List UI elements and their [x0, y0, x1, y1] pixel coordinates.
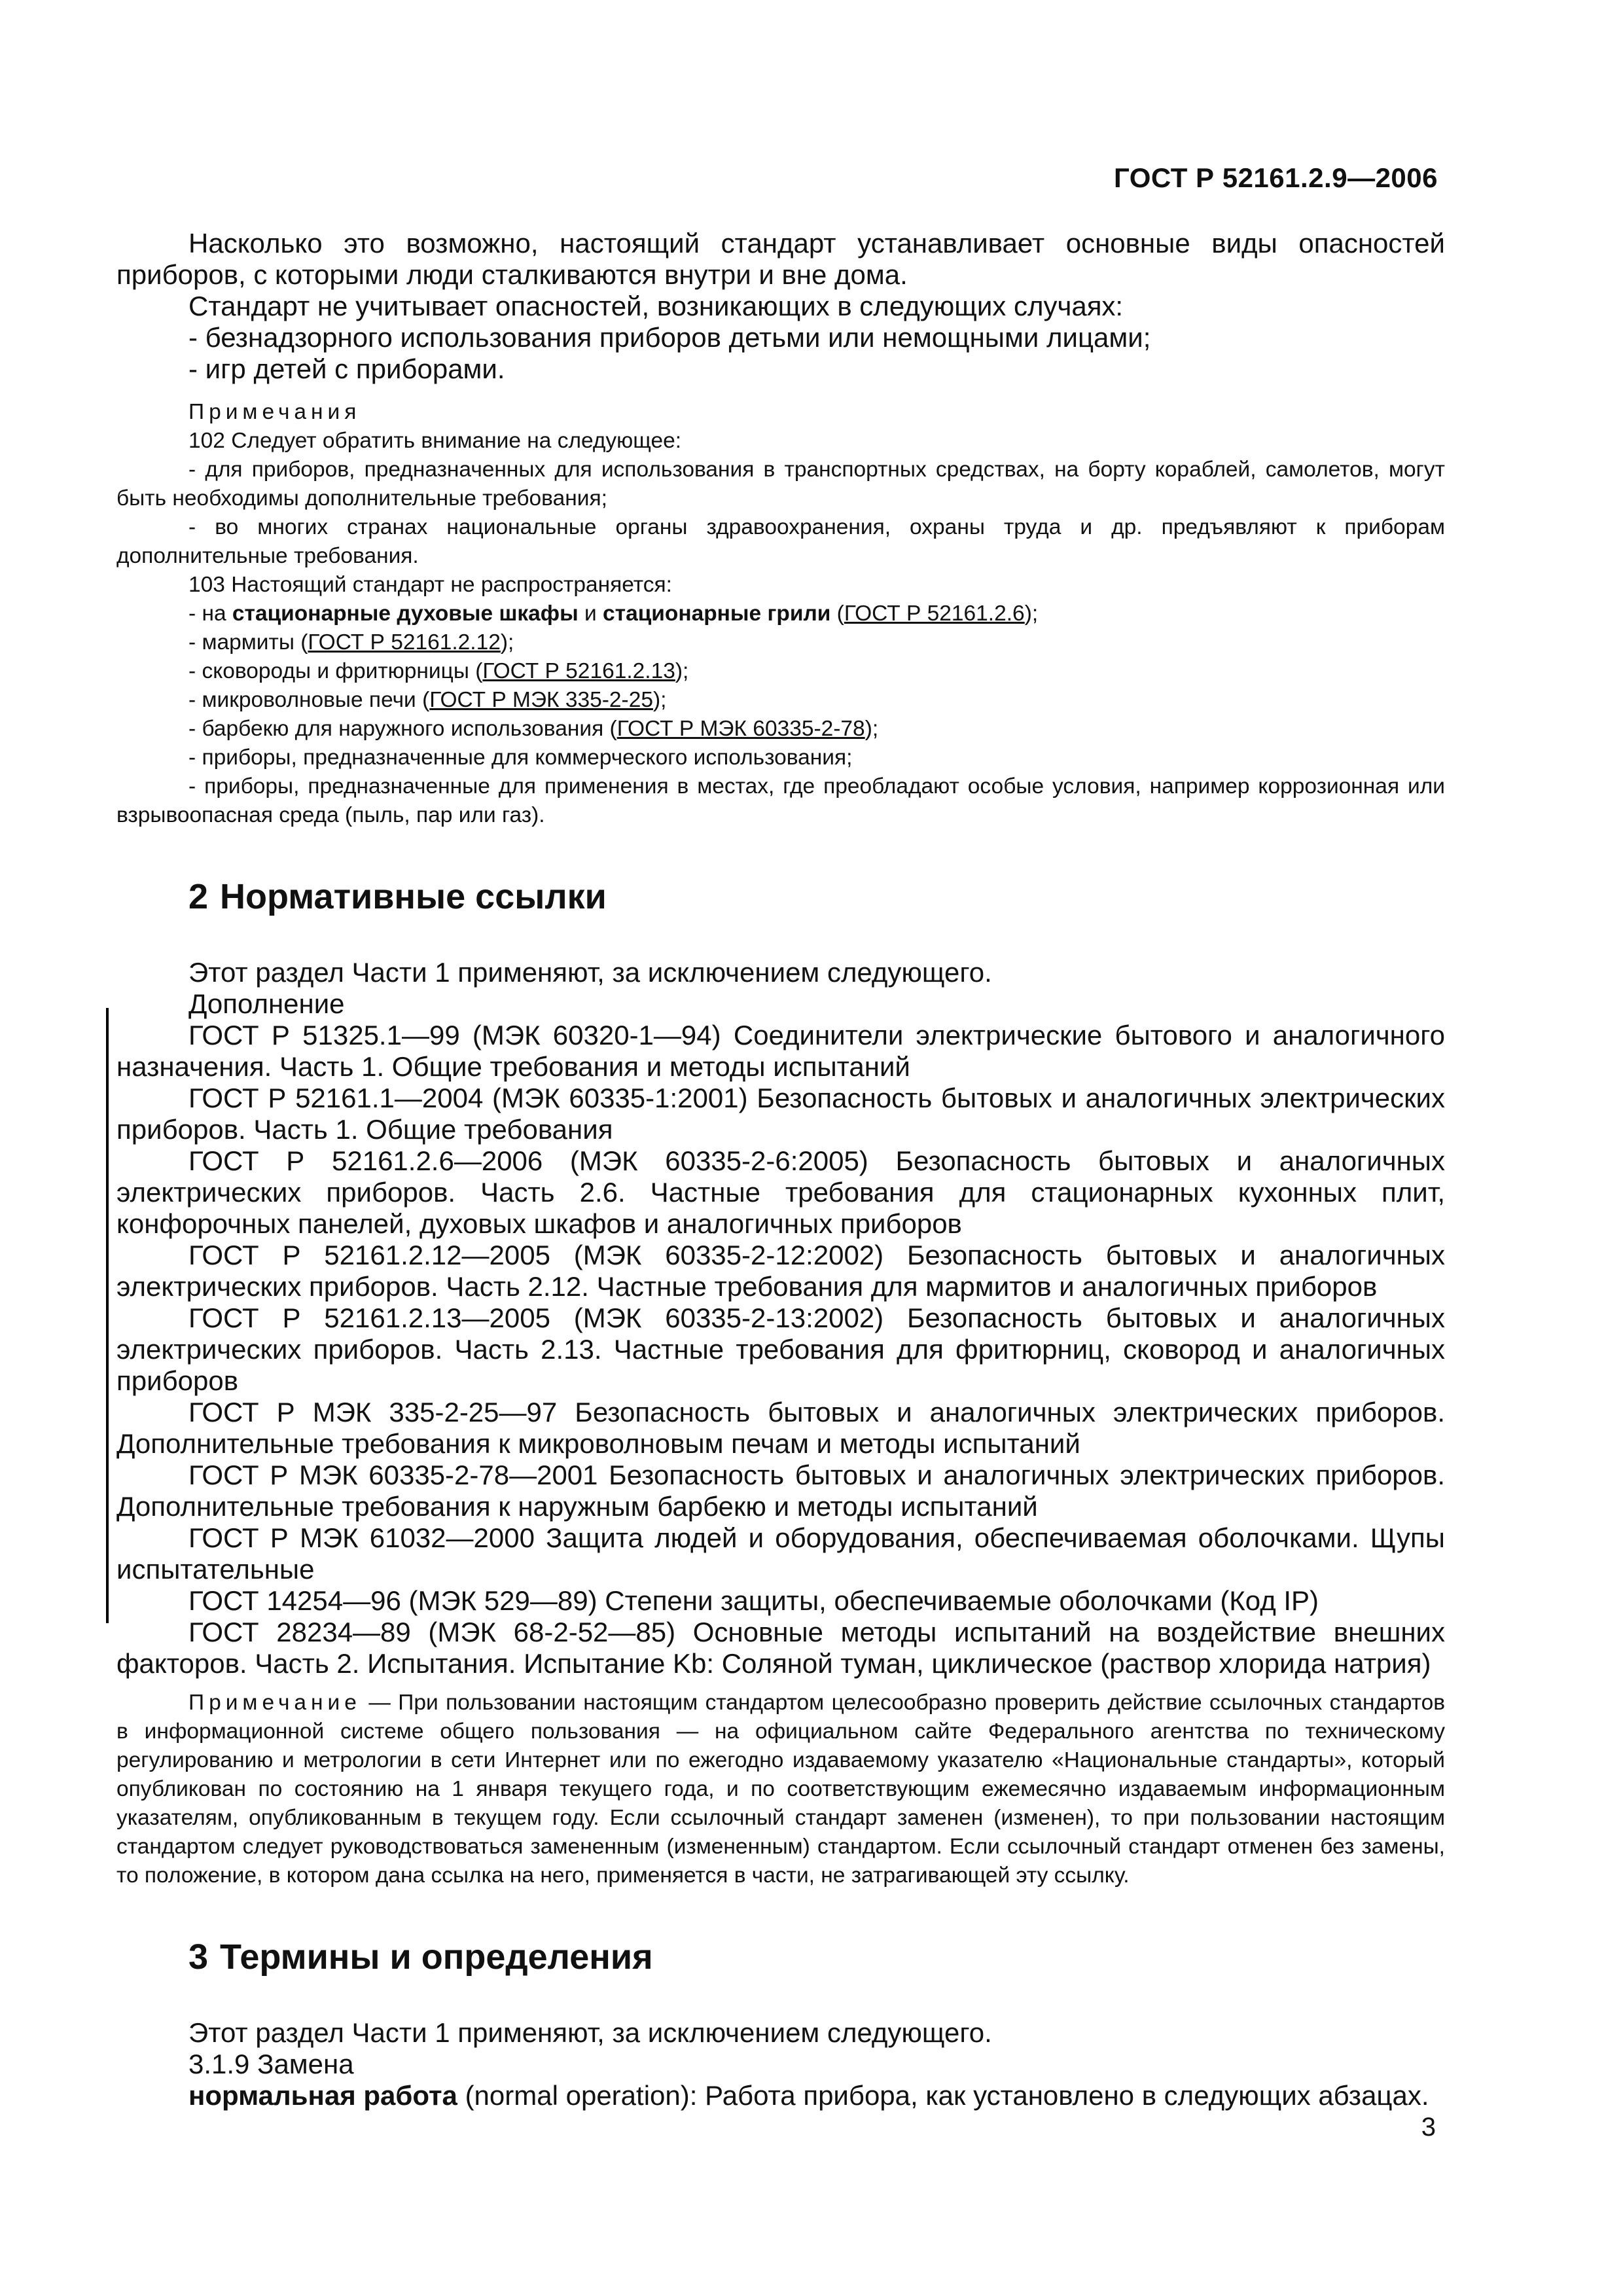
clause-number: 3.1.9 Замена	[188, 2049, 354, 2079]
section-title: Термины и определения	[220, 1937, 653, 1977]
term-definition: нормальная работа (normal operation): Работа прибора, как установлено в следующих абзацах.	[188, 2080, 1429, 2111]
section-number: 3	[188, 1937, 209, 1977]
scope-item: - безнадзорного использования приборов детьми или немощными лицами;	[188, 322, 1151, 353]
section-3-intro: Этот раздел Части 1 применяют, за исключением следующего.	[188, 2017, 992, 2048]
note-103-item: - микроволновые печи (ГОСТ Р МЭК 335-2-25);	[188, 688, 667, 712]
note-103-item: - приборы, предназначенные для применения в местах, где преобладают особые условия, например коррозионная или взрывоопасная среда (пыль, пар или газ).	[116, 774, 1445, 827]
reference-entry: ГОСТ Р МЭК 335-2-25—97 Безопасность бытовых и аналогичных электрических приборов. Дополнительные требования к микроволновым печам и методы испытаний	[116, 1397, 1445, 1459]
reference-entry: ГОСТ Р 52161.2.13—2005 (МЭК 60335-2-13:2002) Безопасность бытовых и аналогичных электрических приборов. Часть 2.13. Частные требования для фритюрниц, сковород и аналогичных приборов	[116, 1302, 1445, 1396]
standard-link[interactable]: ГОСТ Р 52161.2.6	[844, 601, 1025, 626]
reference-entry: ГОСТ Р МЭК 60335-2-78—2001 Безопасность бытовых и аналогичных электрических приборов. Дополнительные требования к наружным барбекю и методы испытаний	[116, 1460, 1445, 1522]
page-number: 3	[1421, 2113, 1436, 2142]
reference-entry: ГОСТ 14254—96 (МЭК 529—89) Степени защиты, обеспечиваемые оболочками (Код IP)	[188, 1585, 1319, 1616]
note-103-item: - сковороды и фритюрницы (ГОСТ Р 52161.2.13);	[188, 659, 689, 683]
section-3-heading	[188, 1936, 1445, 1978]
note-103-intro: 103 Настоящий стандарт не распространяется:	[188, 573, 672, 597]
note-102-intro: 102 Следует обратить внимание на следующее:	[188, 429, 682, 453]
note-103-item: - барбекю для наружного использования (ГОСТ Р МЭК 60335-2-78);	[188, 717, 879, 741]
standard-link[interactable]: ГОСТ Р 52161.2.12	[308, 630, 501, 655]
document-header-id: ГОСТ Р 52161.2.9—2006	[1114, 162, 1438, 193]
note-103-item: - мармиты (ГОСТ Р 52161.2.12);	[188, 630, 514, 655]
section-2-note: Примечание — При пользовании настоящим стандартом целесообразно проверить действие ссылочных стандартов в информационной системе общего пользования — на официальном сайте Федерального агентства по техническому регулированию и метрологии в сети Интернет или по ежегодно издаваемому указателю «Национальные стандарты», который опубликован по состоянию на 1 января текущего года, и по соответствующим ежемесячно издаваемым информационным указателям, опубликованным в текущем году. Если ссылочный стандарт заменен (изменен), то при пользовании настоящим стандартом следует руководствоваться замененным (измененным) стандартом. Если ссылочный стандарт отменен без замены, то положение, в котором дана ссылка на него, применяется в части, не затрагивающей эту ссылку.	[116, 1691, 1445, 1888]
standard-link[interactable]: ГОСТ Р МЭК 335-2-25	[429, 688, 653, 712]
defined-term: нормальная работа	[188, 2080, 457, 2111]
reference-entry: ГОСТ Р 51325.1—99 (МЭК 60320-1—94) Соединители электрические бытового и аналогичного назначения. Часть 1. Общие требования и методы испытаний	[116, 1020, 1445, 1082]
scope-not-considered: Стандарт не учитывает опасностей, возникающих в следующих случаях:	[188, 291, 1124, 321]
reference-entry: ГОСТ 28234—89 (МЭК 68-2-52—85) Основные методы испытаний на воздействие внешних факторов. Часть 2. Испытания. Испытание Kb: Соляной туман, циклическое (раствор хлорида натрия)	[116, 1617, 1445, 1679]
section-number: 2	[188, 877, 209, 916]
change-bar	[106, 1008, 109, 1623]
scope-intro-paragraph: Насколько это возможно, настоящий стандарт устанавливает основные виды опасностей приборов, с которыми люди сталкиваются внутри и вне дома.	[116, 228, 1445, 290]
note-102-item: - во многих странах национальные органы здравоохранения, охраны труда и др. предъявляют к приборам дополнительные требования.	[116, 515, 1445, 568]
section-2-heading	[188, 876, 1445, 918]
defined-term: стационарные грили	[603, 601, 831, 626]
notes-title: Примечания	[188, 400, 361, 424]
section-2-intro: Этот раздел Части 1 применяют, за исключением следующего.	[188, 957, 992, 988]
standard-link[interactable]: ГОСТ Р 52161.2.13	[482, 659, 675, 683]
page-body	[116, 228, 1445, 2111]
reference-entry: ГОСТ Р МЭК 61032—2000 Защита людей и оборудования, обеспечиваемая оболочками. Щупы испытательные	[116, 1522, 1445, 1585]
defined-term: стационарные духовые шкафы	[232, 601, 579, 626]
standard-link[interactable]: ГОСТ Р МЭК 60335-2-78	[616, 717, 865, 741]
reference-entry: ГОСТ Р 52161.1—2004 (МЭК 60335-1:2001) Безопасность бытовых и аналогичных электрических приборов. Часть 1. Общие требования	[116, 1083, 1445, 1145]
reference-entry: ГОСТ Р 52161.2.6—2006 (МЭК 60335-2-6:2005) Безопасность бытовых и аналогичных электрических приборов. Часть 2.6. Частные требования для стационарных кухонных плит, конфорочных панелей, духовых шкафов и аналогичных приборов	[116, 1145, 1445, 1239]
note-103-item: - на стационарные духовые шкафы и стационарные грили (ГОСТ Р 52161.2.6);	[188, 601, 1039, 626]
note-label: Примечание	[188, 1691, 361, 1715]
note-103-item: - приборы, предназначенные для коммерческого использования;	[188, 745, 853, 770]
scope-item: - игр детей с приборами.	[188, 353, 505, 384]
note-102-item: - для приборов, предназначенных для использования в транспортных средствах, на борту кораблей, самолетов, могут быть необходимы дополнительные требования;	[116, 457, 1445, 511]
section-title: Нормативные ссылки	[220, 877, 607, 916]
reference-entry: ГОСТ Р 52161.2.12—2005 (МЭК 60335-2-12:2002) Безопасность бытовых и аналогичных электрических приборов. Часть 2.12. Частные требования для мармитов и аналогичных приборов	[116, 1240, 1445, 1302]
section-2-addition: Дополнение	[188, 988, 345, 1019]
